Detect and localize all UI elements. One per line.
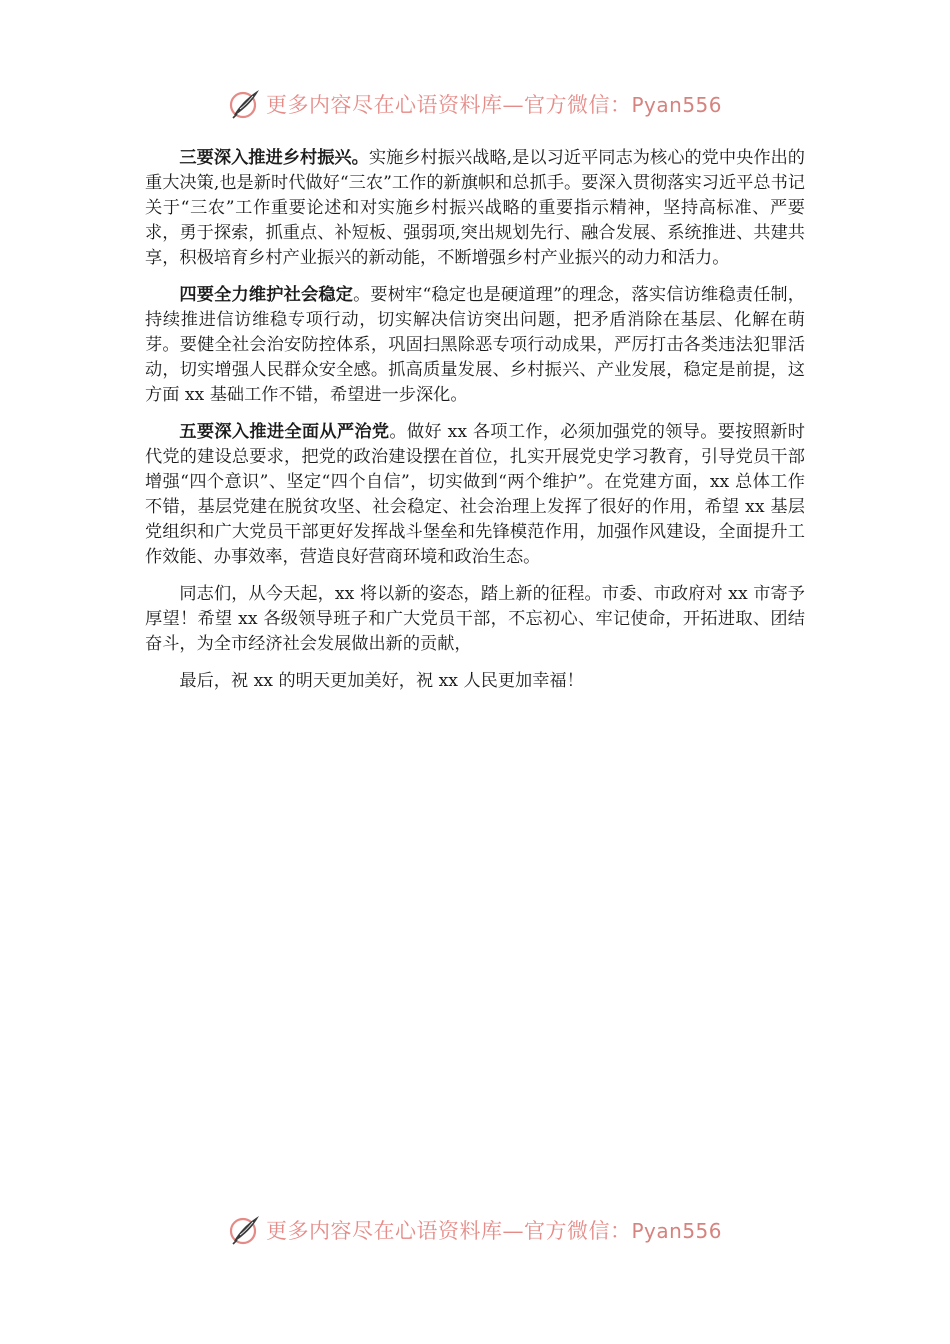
header-watermark-wechat-id: Pyan556 bbox=[631, 93, 722, 117]
document-body bbox=[145, 146, 805, 706]
quill-logo-icon bbox=[228, 87, 262, 121]
paragraph-lead: 五要深入推进全面从严治党 bbox=[179, 422, 390, 442]
header-watermark-text bbox=[266, 89, 722, 119]
header-watermark-cn: 更多内容尽在心语资料库—官方微信： bbox=[265, 93, 632, 117]
paragraph-closing-wishes bbox=[145, 669, 805, 694]
paragraph-closing-address bbox=[145, 582, 805, 657]
paragraph-text: 同志们，从今天起，xx 将以新的姿态，踏上新的征程。市委、市政府对 xx 市寄予厚望！希望 xx 各级领导班子和广大党员干部，不忘初心、牢记使命，开拓进取、团结奋斗，为全市经济社会发展做出新的贡献， bbox=[145, 584, 805, 654]
paragraph-lead: 三要深入推进乡村振兴。 bbox=[179, 148, 369, 168]
footer-watermark-text bbox=[266, 1215, 722, 1245]
header-watermark-banner bbox=[0, 84, 950, 124]
footer-watermark-banner bbox=[0, 1210, 950, 1250]
paragraph-party-governance bbox=[145, 420, 805, 570]
paragraph-lead: 四要全力维护社会稳定 bbox=[179, 285, 354, 305]
paragraph-text: 。要树牢“稳定也是硬道理”的理念，落实信访维稳责任制，持续推进信访维稳专项行动，切实解决信访突出问题，把矛盾消除在基层、化解在萌芽。要健全社会治安防控体系，巩固扫黑除恶专项行动成果，严厉打击各类违法犯罪活动，切实增强人民群众安全感。抓高质量发展、乡村振兴、产业发展，稳定是前提，这方面 xx 基础工作不错，希望进一步深化。 bbox=[145, 285, 805, 405]
quill-logo-icon bbox=[228, 1213, 262, 1247]
footer-watermark-wechat-id: Pyan556 bbox=[631, 1219, 722, 1243]
paragraph-rural-revitalization bbox=[145, 146, 805, 271]
paragraph-text: 。做好 xx 各项工作，必须加强党的领导。要按照新时代党的建设总要求，把党的政治建设摆在首位，扎实开展党史学习教育，引导党员干部增强“四个意识”、坚定“四个自信”，切实做到“两个维护”。在党建方面，xx 总体工作不错，基层党建在脱贫攻坚、社会稳定、社会治理上发挥了很好的作用，希望 xx 基层党组织和广大党员干部更好发挥战斗堡垒和先锋模范作用，加强作风建设，全面提升工作效能、办事效率，营造良好营商环境和政治生态。 bbox=[145, 422, 805, 567]
paragraph-text: 实施乡村振兴战略,是以习近平同志为核心的党中央作出的重大决策,也是新时代做好“三农”工作的新旗帜和总抓手。要深入贯彻落实习近平总书记关于“三农”工作重要论述和对实施乡村振兴战略的重要指示精神，坚持高标准、严要求，勇于探索，抓重点、补短板、强弱项,突出规划先行、融合发展、系统推进、共建共享，积极培育乡村产业振兴的新动能，不断增强乡村产业振兴的动力和活力。 bbox=[145, 148, 805, 268]
paragraph-social-stability bbox=[145, 283, 805, 408]
footer-watermark-cn: 更多内容尽在心语资料库—官方微信： bbox=[265, 1219, 632, 1243]
paragraph-text: 最后，祝 xx 的明天更加美好，祝 xx 人民更加幸福！ bbox=[179, 671, 584, 691]
